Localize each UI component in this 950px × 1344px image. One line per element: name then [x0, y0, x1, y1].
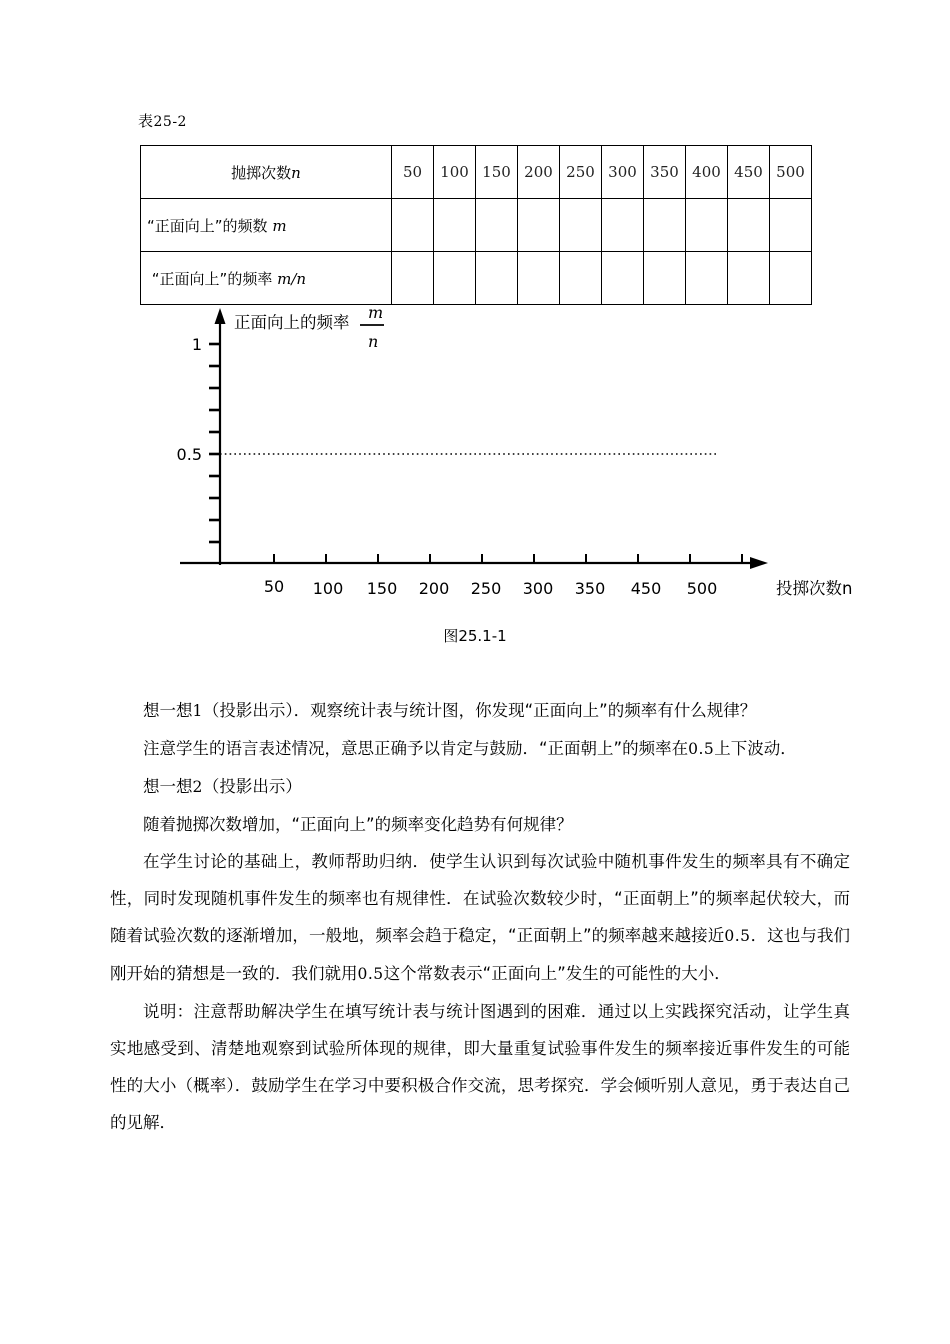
- text-run: 想一想: [143, 777, 193, 796]
- x-tick-label: 500: [686, 579, 718, 598]
- row-label-text: “正面向上”的频率: [151, 269, 273, 288]
- table-cell: 200: [518, 146, 560, 199]
- paragraph-explanation: [110, 993, 850, 1141]
- text-run: （投影出示）: [202, 777, 302, 796]
- x-tick-label: 250: [470, 579, 502, 598]
- y-axis-label: 正面向上的频率: [234, 313, 350, 332]
- x-tick-label: 350: [574, 579, 606, 598]
- row-label-variable: n: [291, 163, 301, 182]
- table-caption: [138, 110, 187, 131]
- table-cell-blank[interactable]: [686, 252, 728, 305]
- y-axis-arrowhead: [215, 308, 226, 324]
- table-cell-blank[interactable]: [434, 252, 476, 305]
- table-row: [141, 252, 812, 305]
- table-caption-prefix: 表: [138, 112, 154, 130]
- text-run: 说明：注意帮助解决学生在填写统计表与统计图遇到的困难．通过以上实践探究活动，让学生真实地感受到、清楚地观察到试验所体现的规律，即大量重复试验事件发生的频率接近事件发生的可能性的大小（概率）．鼓励学生在学习中要积极合作交流，思考探究．学会倾听别人意见，勇于表达自己的见解．: [110, 1002, 850, 1132]
- row-header-heads-relative-frequency: [141, 252, 392, 305]
- text-run: 注意学生的语言表述情况，意思正确予以肯定与鼓励．“正面朝上”的频率在: [143, 739, 689, 758]
- paragraph-think-1: [110, 692, 850, 730]
- text-run: 2: [192, 778, 203, 796]
- table-cell-blank[interactable]: [560, 199, 602, 252]
- row-label-variable: m: [272, 216, 287, 235]
- table-cell-blank[interactable]: [476, 252, 518, 305]
- table-cell: 400: [686, 146, 728, 199]
- text-run: 0.5: [357, 965, 384, 983]
- x-tick-label: 50: [263, 577, 285, 596]
- table-cell: 50: [392, 146, 434, 199]
- y-tick-label-1: 1: [191, 335, 202, 354]
- row-header-heads-frequency-count: [141, 199, 392, 252]
- table-cell: 450: [728, 146, 770, 199]
- paragraph-think-2: [110, 768, 850, 806]
- table-cell-blank[interactable]: [434, 199, 476, 252]
- row-label-variable: m/n: [277, 269, 307, 288]
- figure-caption-text: 图25.1-1: [443, 627, 507, 645]
- table-cell: 350: [644, 146, 686, 199]
- table-cell: 150: [476, 146, 518, 199]
- table-cell-blank[interactable]: [392, 252, 434, 305]
- text-run: （投影出示）．观察统计表与统计图，你发现“正面向上”的频率有什么规律？: [202, 701, 757, 720]
- text-run: ．这也与我们刚开始的猜想是一致的．我们就用: [110, 926, 850, 983]
- table-cell-blank[interactable]: [770, 199, 812, 252]
- paragraph-discussion-summary: [110, 843, 850, 993]
- table-body: [141, 146, 812, 305]
- y-axis-label-denominator: n: [368, 332, 379, 351]
- paragraph-think-2-question: [110, 806, 850, 843]
- table-cell-blank[interactable]: [392, 199, 434, 252]
- row-label-text: 抛掷次数: [231, 163, 292, 182]
- x-tick-label: 300: [522, 579, 554, 598]
- table-cell-blank[interactable]: [518, 199, 560, 252]
- text-run: 这个常数表示“正面向上”发生的可能性的大小．: [383, 964, 731, 983]
- table-cell-blank[interactable]: [644, 252, 686, 305]
- x-axis-label: 投掷次数n: [776, 579, 853, 598]
- lesson-body-text: [110, 692, 850, 1141]
- table-cell-blank[interactable]: [728, 252, 770, 305]
- table-cell: 300: [602, 146, 644, 199]
- table-cell: 100: [434, 146, 476, 199]
- y-tick-label-0-5: 0.5: [176, 445, 202, 464]
- x-tick-label: 450: [630, 579, 662, 598]
- table-row: [141, 146, 812, 199]
- x-tick-label: 100: [312, 579, 344, 598]
- row-label-text: “正面向上”的频数: [147, 216, 268, 235]
- table-cell-blank[interactable]: [518, 252, 560, 305]
- table-cell-blank[interactable]: [602, 199, 644, 252]
- table-cell-blank[interactable]: [476, 199, 518, 252]
- text-run: 想一想: [143, 701, 193, 720]
- table-cell-blank[interactable]: [686, 199, 728, 252]
- paragraph-think-1-answer: [110, 730, 850, 768]
- text-run: 上下波动．: [714, 739, 797, 758]
- text-run: 0.5: [724, 927, 751, 945]
- text-run: 随着抛掷次数增加，“正面向上”的频率变化趋势有何规律？: [143, 815, 573, 834]
- y-axis-label-numerator: m: [368, 303, 384, 322]
- frequency-chart: [150, 300, 910, 620]
- table-row: [141, 199, 812, 252]
- table-cell: 250: [560, 146, 602, 199]
- table-cell-blank[interactable]: [644, 199, 686, 252]
- x-axis-ticks: [274, 554, 742, 563]
- table-cell-blank[interactable]: [560, 252, 602, 305]
- x-axis-arrowhead: [750, 557, 768, 569]
- x-tick-label: 150: [366, 579, 398, 598]
- table-cell-blank[interactable]: [602, 252, 644, 305]
- frequency-data-table: [140, 145, 812, 305]
- table-cell-blank[interactable]: [770, 252, 812, 305]
- table-cell-blank[interactable]: [728, 199, 770, 252]
- y-axis-ticks: [209, 344, 220, 542]
- text-run: 0.5: [688, 740, 715, 758]
- text-run: 1: [192, 702, 203, 720]
- row-header-toss-count: [141, 146, 392, 199]
- chart-svg: [150, 300, 910, 620]
- table-cell: 500: [770, 146, 812, 199]
- text-run: 在学生讨论的基础上，教师帮助归纳．使学生认识到每次试验中随机事件发生的频率具有不确定性，同时发现随机事件发生的频率也有规律性．在试验次数较少时，“正面朝上”的频率起伏较大，而随着试验次数的逐渐增加，一般地，频率会趋于稳定，“正面朝上”的频率越来越接近: [110, 852, 850, 945]
- figure-caption: [0, 625, 950, 646]
- table-caption-number: 25-2: [153, 114, 187, 130]
- x-tick-label: 200: [418, 579, 450, 598]
